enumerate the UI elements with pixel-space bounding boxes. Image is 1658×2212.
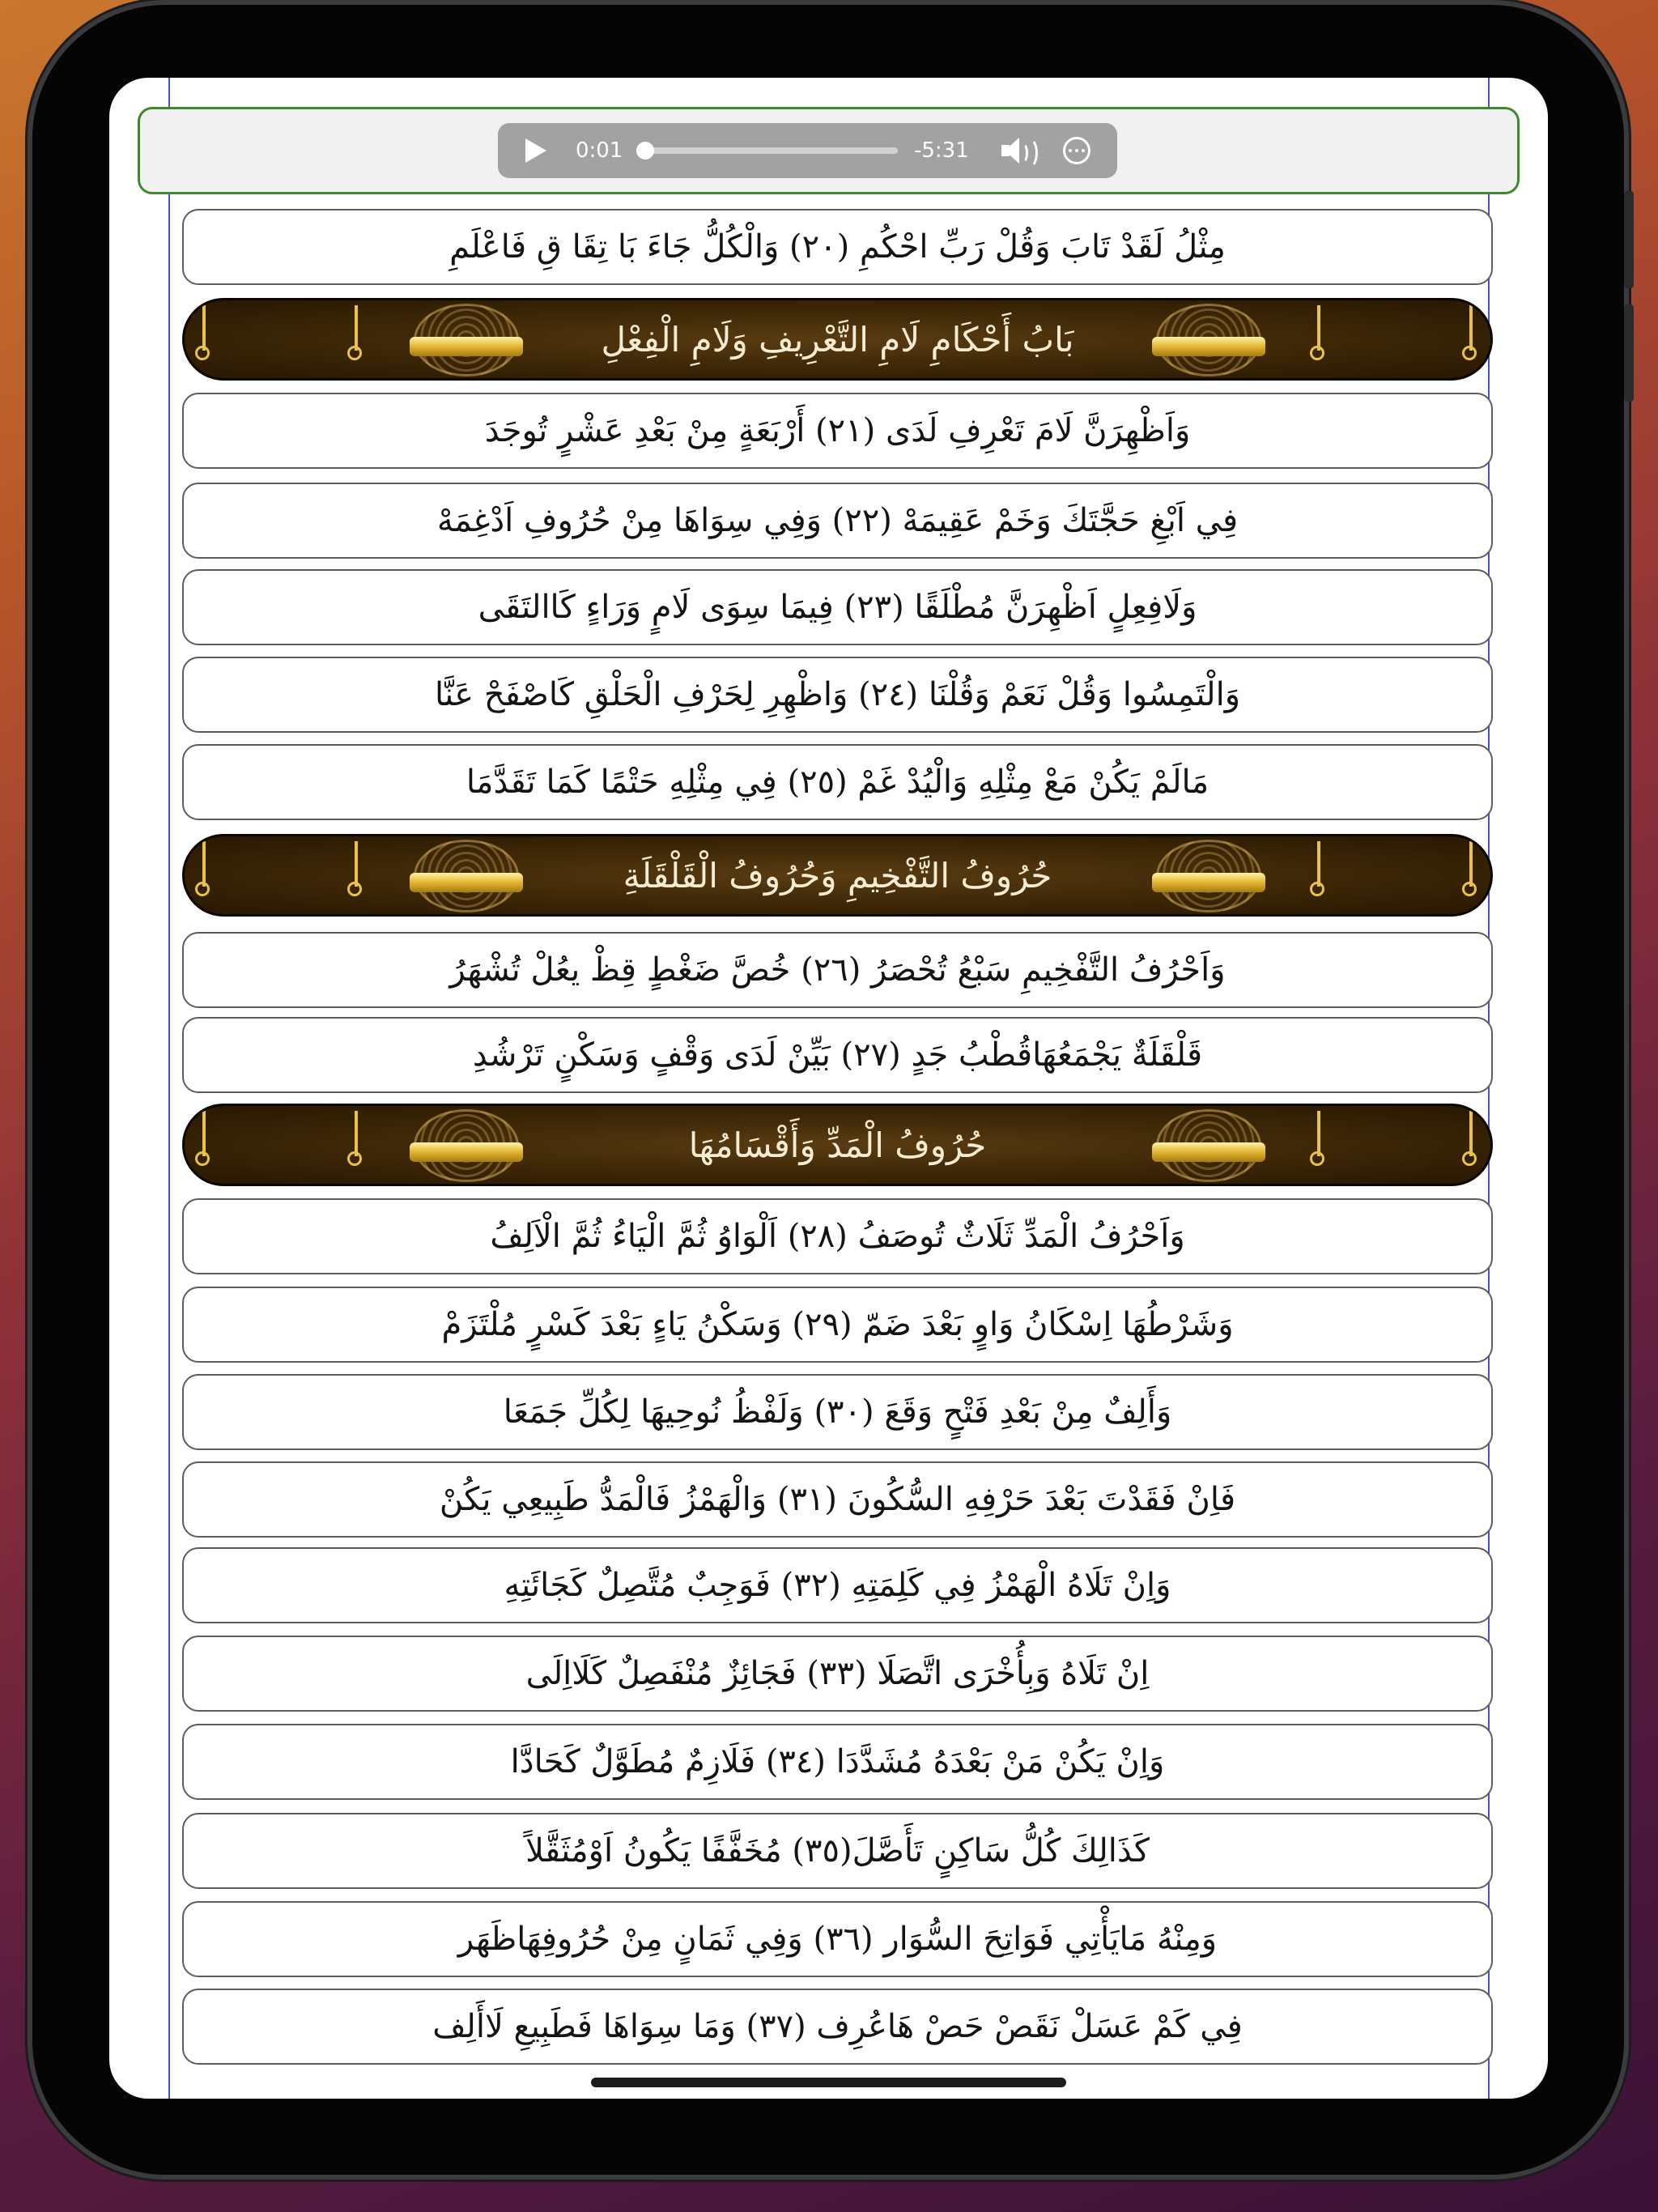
- verse-row: [182, 657, 1493, 733]
- audio-player: [498, 123, 1117, 178]
- section-header: [182, 298, 1493, 381]
- volume-icon[interactable]: [1001, 136, 1042, 165]
- pendant-icon: [355, 1111, 358, 1156]
- verse-text: وَاَحْرُفُ التَّفْخِيمِ سَبْعُ تُحْصَرُ (٢٦) خُصَّ ضَغْطٍ قِظْ يعُلْ تُشْهَرُ: [449, 951, 1226, 989]
- verse-row: [182, 393, 1493, 469]
- verse-row: [182, 1547, 1493, 1623]
- audio-player-container: [138, 107, 1520, 194]
- verse-row: [182, 1461, 1493, 1538]
- progress-slider[interactable]: [639, 147, 898, 154]
- verse-text: فَاِنْ فَقَدْتَ بَعْدَ حَرْفِهِ السُّكُونَ (٣١) وَالْهَمْزُ فَالْمَدُّ طَبِيعِي يَكُنْ: [439, 1481, 1236, 1518]
- pendant-icon: [202, 841, 206, 887]
- verse-row: [182, 1989, 1493, 2065]
- verse-text: قَلْقَلَةٌ يَجْمَعُهَاقُطْبُ جَدٍ (٢٧) بَيِّنْ لَدَى وَقْفٍ وَسَكْنٍ تَرْشُدِ: [472, 1036, 1203, 1074]
- verse-text: وَشَرْطُهَا اِسْكَانُ وَاوٍ بَعْدَ ضَمّ (٢٩) وَسَكْنُ يَاءٍ بَعْدَ كَسْرٍ مُلْتَزَمْ: [441, 1306, 1234, 1343]
- verse-text: مِثْلُ لَقَدْ تَابَ وَقُلْ رَبِّ احْكُمِ (٢٠) وَالْكُلُّ جَاءَ بَا تِقَا قِ فَاعْلَمِ: [449, 228, 1226, 266]
- verse-text: وَاِنْ تَلَاهُ الْهَمْزُ فِي كَلِمَتِهِ (٣٢) فَوَجِبٌ مُتَّصِلٌ كَجَائَتِهِ: [504, 1567, 1171, 1604]
- verse-row: [182, 1287, 1493, 1363]
- gold-bar-icon: [410, 873, 523, 892]
- gold-bar-icon: [1152, 337, 1265, 356]
- pendant-icon: [1317, 1111, 1320, 1156]
- current-time: 0:01: [576, 138, 623, 163]
- volume-up-button: [1624, 191, 1634, 288]
- volume-down-button: [1624, 304, 1634, 402]
- verse-text: وَأَلِفٌ مِنْ بَعْدِ فَتْحٍ وَقَعَ (٣٠) وَلَفْظُ نُوحِيهَا لِكُلِّ جَمَعَا: [503, 1393, 1172, 1431]
- pendant-icon: [202, 1111, 206, 1156]
- pendant-icon: [202, 305, 206, 351]
- pendant-icon: [1317, 305, 1320, 351]
- verse-row: [182, 1901, 1493, 1977]
- verse-row: [182, 1198, 1493, 1274]
- verse-text: وَاَظْهِرَنَّ لَامَ تَعْرِفِ لَدَى (٢١) أَرْبَعَةٍ مِنْ بَعْدِ عَشْرٍ تُوجَدَ: [484, 412, 1191, 449]
- home-indicator[interactable]: [591, 2078, 1066, 2087]
- verse-row: [182, 1636, 1493, 1712]
- pendant-icon: [355, 305, 358, 351]
- section-title: حُرُوفُ الْمَدِّ وَأَقْسَامُهَا: [688, 1125, 987, 1165]
- verse-row: [182, 1374, 1493, 1450]
- pendant-icon: [355, 841, 358, 887]
- verse-text: فِي اَبْغِ حَجَّتَكَ وَخَمْ عَقِيمَهْ (٢٢) وَفِي سِوَاهَا مِنْ حُرُوفِ اَدْغِمَهْ: [436, 502, 1239, 539]
- gold-bar-icon: [1152, 873, 1265, 892]
- remaining-time: -5:31: [914, 138, 969, 163]
- gold-bar-icon: [410, 1142, 523, 1162]
- verse-text: وَمِنْهُ مَايَأْتِي فَوَاتِحَ السُّوَار (٣٦) وَفِي ثَمَانٍ مِنْ حُرُوفِهَاظَهَر: [457, 1921, 1218, 1958]
- play-icon[interactable]: [525, 138, 546, 163]
- verse-row: [182, 209, 1493, 285]
- pendant-icon: [1317, 841, 1320, 887]
- gold-bar-icon: [410, 337, 523, 356]
- verse-text: وَاِنْ يَكُنْ مَنْ بَعْدَهُ مُشَدَّدَا (٣٤) فَلَازِمٌ مُطَوَّلٌ كَحَادَّا: [510, 1743, 1165, 1780]
- verse-row: [182, 483, 1493, 559]
- verse-row: [182, 1017, 1493, 1093]
- section-header: [182, 1104, 1493, 1186]
- verse-text: مَالَمْ يَكُنْ مَعْ مِثْلِهِ وَالْيُدْ غَمْ (٢٥) فِي مِثْلِهِ حَتْمًا كَمَا تَقَدَّمَا: [466, 764, 1209, 801]
- pendant-icon: [1469, 1111, 1473, 1156]
- verse-row: [182, 1724, 1493, 1800]
- app-screen: [109, 78, 1548, 2099]
- pendant-icon: [1469, 305, 1473, 351]
- progress-knob[interactable]: [636, 142, 654, 160]
- verse-row: [182, 932, 1493, 1008]
- verse-row: [182, 744, 1493, 820]
- verse-row: [182, 1813, 1493, 1889]
- verse-text: فِي كَمْ عَسَلْ نَقَصْ حَصْ هَاعُرِف (٣٧) وَمَا سِوَاهَا فَطَبِيعِ لَاأَلِف: [432, 2008, 1243, 2045]
- more-options-icon[interactable]: [1063, 137, 1090, 164]
- section-title: حُرُوفُ التَّفْخِيمِ وَحُرُوفُ الْقَلْقَلَةِ: [623, 855, 1052, 895]
- verse-text: وَلَافِعِلٍ اَظْهِرَنَّ مُطْلَقًا (٢٣) فِيمَا سِوَى لَامٍ وَرَاءٍ كَاالتَقَى: [478, 589, 1197, 626]
- poem-scroll-view[interactable]: [168, 78, 1490, 2099]
- verse-text: كَذَالِكَ كُلُّ سَاكِنٍ تَأَصَّلَ(٣٥) مُخَفَّفًا يَكُونُ اَوْمُثَقَّلاً: [525, 1832, 1150, 1870]
- section-title: بَابُ أَحْكَامِ لَامِ التَّعْرِيفِ وَلَامِ الْفِعْلِ: [601, 319, 1074, 359]
- section-header: [182, 834, 1493, 917]
- verse-text: وَاَحْرُفُ الْمَدِّ ثَلَاثٌ تُوصَفُ (٢٨) اَلْوَاوُ ثُمَّ الْيَاءُ ثُمَّ الْاَلِفُ: [490, 1218, 1185, 1255]
- verse-row: [182, 569, 1493, 645]
- pendant-icon: [1469, 841, 1473, 887]
- verse-text: اِنْ تَلَاهُ وَبِأُخْرَى اتَّصَلَا (٣٣) فَجَائِزٌ مُنْفَصِلٌ كَلَااِلَى: [525, 1655, 1150, 1692]
- gold-bar-icon: [1152, 1142, 1265, 1162]
- verse-text: وَالْتَمِسُوا وَقُلْ نَعَمْ وَقُلْنَا (٢٤) وَاظْهِرِ لِحَرْفِ الْحَلْقِ كَاصْفَحْ عَنَّا: [434, 676, 1241, 713]
